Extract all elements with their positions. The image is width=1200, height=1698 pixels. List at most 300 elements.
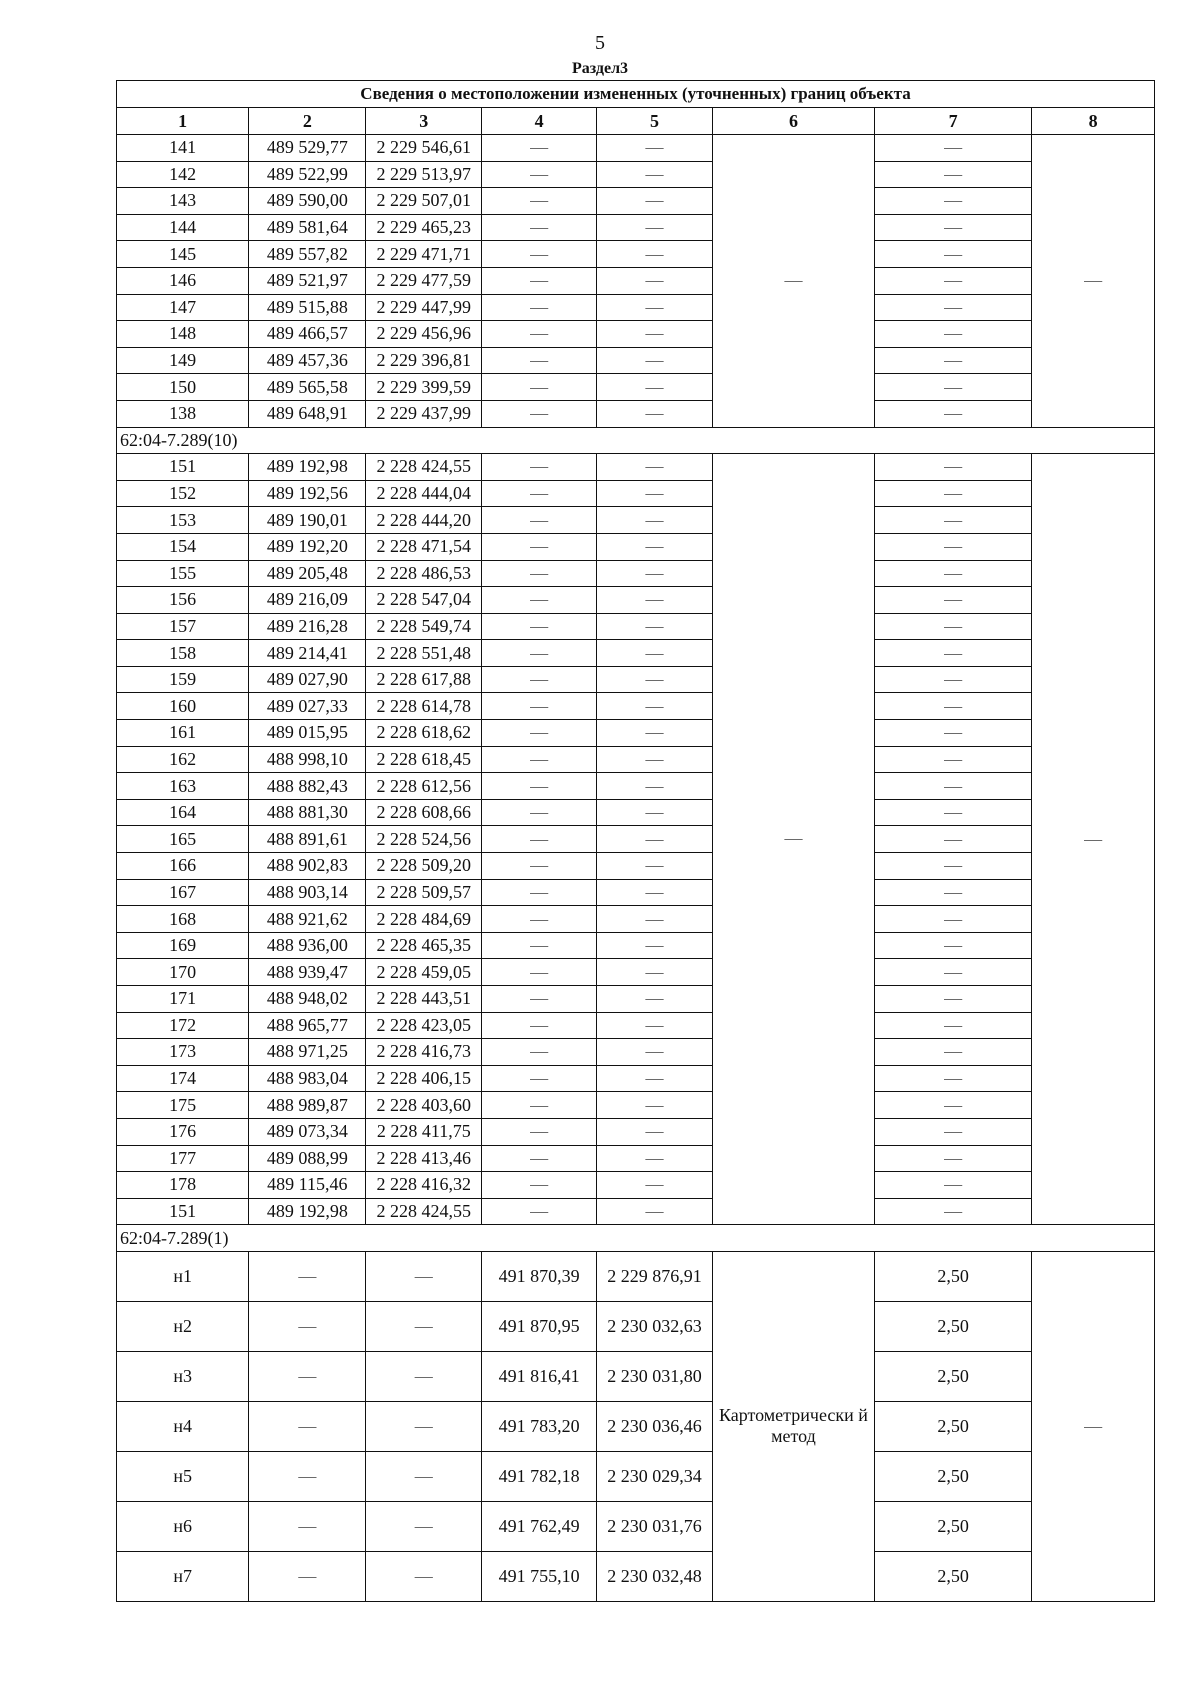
table-row [117, 853, 1155, 880]
table-row [117, 932, 1155, 959]
cell-col3: 2 228 618,62 [366, 720, 482, 747]
cell-col2: 489 088,99 [249, 1145, 366, 1172]
table-row [117, 267, 1155, 294]
section-label: Раздел3 [571, 60, 629, 77]
point-number: 159 [117, 666, 249, 693]
point-number: 145 [117, 241, 249, 268]
cell-col4: — [482, 161, 597, 188]
cell-col2: — [249, 1501, 366, 1551]
cell-col7: — [874, 932, 1031, 959]
cell-col5: — [597, 799, 713, 826]
cell-col2: 489 192,56 [249, 480, 366, 507]
cell-col7: — [874, 587, 1031, 614]
cell-col3: 2 228 509,57 [366, 879, 482, 906]
cell-col4: — [482, 374, 597, 401]
cell-col4: — [482, 640, 597, 667]
cell-col2: 489 027,90 [249, 666, 366, 693]
cell-col2: 489 190,01 [249, 507, 366, 534]
point-number: 143 [117, 188, 249, 215]
table-row [117, 1145, 1155, 1172]
cell-col5: — [597, 533, 713, 560]
cell-col2: 488 921,62 [249, 906, 366, 933]
cell-col7: — [874, 613, 1031, 640]
point-number: 138 [117, 400, 249, 427]
cell-col2: — [249, 1551, 366, 1601]
point-number: н1 [117, 1251, 249, 1301]
method-cell: — [713, 454, 875, 1225]
cell-col7: — [874, 507, 1031, 534]
cell-col5: — [597, 1172, 713, 1199]
cell-col2: 489 073,34 [249, 1118, 366, 1145]
cell-col3: 2 228 617,88 [366, 666, 482, 693]
cell-col3: 2 228 424,55 [366, 1198, 482, 1225]
cell-col4: — [482, 879, 597, 906]
cell-col5: — [597, 321, 713, 348]
table-row [117, 666, 1155, 693]
point-number: 148 [117, 321, 249, 348]
cell-col7: 2,50 [874, 1351, 1031, 1401]
cell-col7: — [874, 959, 1031, 986]
cell-col4: — [482, 214, 597, 241]
cell-col3: 2 229 447,99 [366, 294, 482, 321]
point-number: 169 [117, 932, 249, 959]
cell-col2: 489 192,98 [249, 454, 366, 481]
cell-col7: — [874, 1012, 1031, 1039]
point-number: н2 [117, 1301, 249, 1351]
cell-col4: — [482, 135, 597, 162]
cell-col4: — [482, 1172, 597, 1199]
cell-col4: — [482, 959, 597, 986]
cell-col2: 488 971,25 [249, 1039, 366, 1066]
table-row [117, 1039, 1155, 1066]
table-row [117, 1251, 1155, 1301]
cell-col4: — [482, 294, 597, 321]
cell-col7: 2,50 [874, 1301, 1031, 1351]
point-number: н7 [117, 1551, 249, 1601]
cell-col5: — [597, 613, 713, 640]
point-number: 155 [117, 560, 249, 587]
cell-col3: 2 229 546,61 [366, 135, 482, 162]
cell-col3: — [366, 1451, 482, 1501]
cell-col7: — [874, 799, 1031, 826]
cell-col4: — [482, 1065, 597, 1092]
table-row [117, 188, 1155, 215]
cell-col4: — [482, 188, 597, 215]
cell-col5: — [597, 720, 713, 747]
cell-col2: 488 965,77 [249, 1012, 366, 1039]
cell-col4: — [482, 241, 597, 268]
table-row [117, 241, 1155, 268]
cell-col7: — [874, 267, 1031, 294]
point-number: н4 [117, 1401, 249, 1451]
table-row [117, 1501, 1155, 1551]
cell-col4: — [482, 454, 597, 481]
cell-col4: — [482, 480, 597, 507]
point-number: 168 [117, 906, 249, 933]
cell-col3: 2 228 547,04 [366, 587, 482, 614]
cell-col5: — [597, 214, 713, 241]
cell-col5: — [597, 241, 713, 268]
cell-col7: — [874, 986, 1031, 1013]
cell-col4: — [482, 267, 597, 294]
cell-col5: — [597, 267, 713, 294]
cell-col2: 489 466,57 [249, 321, 366, 348]
table-row [117, 1451, 1155, 1501]
column-header: 8 [1032, 108, 1155, 135]
cell-col5: — [597, 879, 713, 906]
cell-col2: 489 557,82 [249, 241, 366, 268]
cell-col4: — [482, 986, 597, 1013]
table-row [117, 1118, 1155, 1145]
cell-col4: — [482, 587, 597, 614]
cell-col2: 489 115,46 [249, 1172, 366, 1199]
cell-col5: — [597, 1012, 713, 1039]
cell-col7: 2,50 [874, 1551, 1031, 1601]
cell-col7: — [874, 161, 1031, 188]
cell-col4: — [482, 799, 597, 826]
cell-col5: 2 230 032,48 [597, 1551, 713, 1601]
cell-col3: 2 229 456,96 [366, 321, 482, 348]
cell-col4: — [482, 666, 597, 693]
table-row [117, 321, 1155, 348]
cell-col5: 2 230 031,80 [597, 1351, 713, 1401]
table-row [117, 773, 1155, 800]
cell-col2: 488 948,02 [249, 986, 366, 1013]
table-row [117, 986, 1155, 1013]
cell-col3: 2 228 423,05 [366, 1012, 482, 1039]
cell-col7: — [874, 1172, 1031, 1199]
cell-col5: — [597, 454, 713, 481]
cell-col5: 2 230 031,76 [597, 1501, 713, 1551]
table-row [117, 587, 1155, 614]
cell-col3: — [366, 1401, 482, 1451]
table-row [117, 826, 1155, 853]
table-body [117, 135, 1155, 1602]
cell-col4: 491 762,49 [482, 1501, 597, 1551]
cell-col4: 491 755,10 [482, 1551, 597, 1601]
cell-col3: 2 228 424,55 [366, 454, 482, 481]
cell-col5: — [597, 480, 713, 507]
point-number: 141 [117, 135, 249, 162]
table-row [117, 1401, 1155, 1451]
cell-col2: 489 648,91 [249, 400, 366, 427]
cell-col5: — [597, 188, 713, 215]
cell-col7: — [874, 400, 1031, 427]
cell-col7: — [874, 480, 1031, 507]
cell-col7: — [874, 294, 1031, 321]
cell-col7: — [874, 347, 1031, 374]
table-row [117, 1092, 1155, 1119]
cell-col2: 489 522,99 [249, 161, 366, 188]
cell-col4: — [482, 932, 597, 959]
cell-col4: 491 783,20 [482, 1401, 597, 1451]
cell-col3: 2 228 465,35 [366, 932, 482, 959]
cell-col3: 2 228 443,51 [366, 986, 482, 1013]
point-number: 152 [117, 480, 249, 507]
cell-col5: 2 229 876,91 [597, 1251, 713, 1301]
table-row [117, 640, 1155, 667]
cell-col3: 2 228 551,48 [366, 640, 482, 667]
cell-col2: 489 214,41 [249, 640, 366, 667]
cell-col2: 489 015,95 [249, 720, 366, 747]
point-number: 162 [117, 746, 249, 773]
table-row [117, 161, 1155, 188]
cell-col5: — [597, 932, 713, 959]
cell-col2: 489 565,58 [249, 374, 366, 401]
cell-col3: 2 228 484,69 [366, 906, 482, 933]
cell-col7: — [874, 321, 1031, 348]
cell-col5: — [597, 1145, 713, 1172]
table-row [117, 454, 1155, 481]
cell-col3: 2 228 612,56 [366, 773, 482, 800]
cell-col4: — [482, 560, 597, 587]
cell-col7: — [874, 640, 1031, 667]
point-number: 176 [117, 1118, 249, 1145]
cell-col2: 489 457,36 [249, 347, 366, 374]
cell-col4: — [482, 507, 597, 534]
cell-col4: — [482, 347, 597, 374]
point-number: 142 [117, 161, 249, 188]
cell-col3: 2 228 416,32 [366, 1172, 482, 1199]
cell-col3: 2 229 507,01 [366, 188, 482, 215]
point-number: 166 [117, 853, 249, 880]
cell-col5: — [597, 507, 713, 534]
cell-col7: — [874, 1118, 1031, 1145]
cell-col2: 489 192,98 [249, 1198, 366, 1225]
column-header: 3 [366, 108, 482, 135]
cell-col5: 2 230 032,63 [597, 1301, 713, 1351]
cell-col7: — [874, 241, 1031, 268]
cell-col2: 489 521,97 [249, 267, 366, 294]
cell-col8: — [1032, 1251, 1155, 1601]
table-title: Сведения о местоположении измененных (уточненных) границ объекта [117, 81, 1155, 108]
cell-col2: 488 939,47 [249, 959, 366, 986]
column-header: 4 [482, 108, 597, 135]
cell-col2: 489 205,48 [249, 560, 366, 587]
cell-col5: — [597, 1118, 713, 1145]
cell-col3: 2 228 614,78 [366, 693, 482, 720]
table-row [117, 294, 1155, 321]
column-header: 1 [117, 108, 249, 135]
cell-col3: 2 228 618,45 [366, 746, 482, 773]
cell-col2: — [249, 1451, 366, 1501]
cell-col4: — [482, 853, 597, 880]
cell-col2: 488 881,30 [249, 799, 366, 826]
cell-col5: — [597, 1092, 713, 1119]
cell-col5: — [597, 135, 713, 162]
cell-col7: — [874, 1198, 1031, 1225]
cell-col3: 2 229 399,59 [366, 374, 482, 401]
cell-col3: 2 228 406,15 [366, 1065, 482, 1092]
point-number: 178 [117, 1172, 249, 1199]
point-number: 171 [117, 986, 249, 1013]
cell-col5: — [597, 347, 713, 374]
cell-col3: 2 229 471,71 [366, 241, 482, 268]
point-number: 164 [117, 799, 249, 826]
page-number: 5 [595, 32, 605, 54]
cell-col3: 2 229 437,99 [366, 400, 482, 427]
cell-col7: — [874, 879, 1031, 906]
table-row [117, 613, 1155, 640]
column-header: 5 [597, 108, 713, 135]
segment-row [117, 1225, 1155, 1252]
point-number: 151 [117, 454, 249, 481]
cell-col2: — [249, 1251, 366, 1301]
cell-col2: 489 529,77 [249, 135, 366, 162]
cell-col2: 488 983,04 [249, 1065, 366, 1092]
cell-col4: 491 870,95 [482, 1301, 597, 1351]
cell-col4: 491 782,18 [482, 1451, 597, 1501]
cell-col5: — [597, 906, 713, 933]
cell-col5: — [597, 746, 713, 773]
cell-col2: 488 891,61 [249, 826, 366, 853]
cell-col3: 2 229 396,81 [366, 347, 482, 374]
cell-col7: — [874, 533, 1031, 560]
cell-col3: — [366, 1551, 482, 1601]
table-row [117, 507, 1155, 534]
cell-col7: — [874, 746, 1031, 773]
cell-col3: 2 228 413,46 [366, 1145, 482, 1172]
table-row [117, 746, 1155, 773]
cell-col5: 2 230 036,46 [597, 1401, 713, 1451]
cell-col7: — [874, 454, 1031, 481]
boundary-table [116, 80, 1155, 1602]
table-row [117, 1198, 1155, 1225]
cell-col2: 489 216,09 [249, 587, 366, 614]
point-number: н6 [117, 1501, 249, 1551]
point-number: 147 [117, 294, 249, 321]
cell-col2: 489 590,00 [249, 188, 366, 215]
cell-col7: — [874, 666, 1031, 693]
table-row [117, 400, 1155, 427]
segment-label: 62:04-7.289(1) [117, 1225, 1155, 1252]
cell-col5: — [597, 853, 713, 880]
column-header: 6 [713, 108, 875, 135]
cell-col4: — [482, 906, 597, 933]
cell-col3: 2 228 411,75 [366, 1118, 482, 1145]
cell-col2: 488 989,87 [249, 1092, 366, 1119]
table-row [117, 374, 1155, 401]
cell-col3: — [366, 1351, 482, 1401]
cell-col7: 2,50 [874, 1401, 1031, 1451]
cell-col5: — [597, 666, 713, 693]
cell-col7: — [874, 906, 1031, 933]
point-number: 144 [117, 214, 249, 241]
cell-col5: — [597, 294, 713, 321]
cell-col3: 2 228 471,54 [366, 533, 482, 560]
cell-col7: — [874, 1092, 1031, 1119]
cell-col3: 2 228 509,20 [366, 853, 482, 880]
cell-col4: 491 870,39 [482, 1251, 597, 1301]
cell-col5: — [597, 1039, 713, 1066]
cell-col2: 489 216,28 [249, 613, 366, 640]
cell-col5: — [597, 986, 713, 1013]
cell-col3: 2 229 513,97 [366, 161, 482, 188]
point-number: н3 [117, 1351, 249, 1401]
column-header: 7 [874, 108, 1031, 135]
cell-col4: — [482, 321, 597, 348]
point-number: 175 [117, 1092, 249, 1119]
cell-col2: 488 998,10 [249, 746, 366, 773]
point-number: 149 [117, 347, 249, 374]
cell-col5: — [597, 400, 713, 427]
segment-label: 62:04-7.289(10) [117, 427, 1155, 454]
point-number: 153 [117, 507, 249, 534]
cell-col7: — [874, 135, 1031, 162]
point-number: 160 [117, 693, 249, 720]
point-number: 151 [117, 1198, 249, 1225]
table-row [117, 1172, 1155, 1199]
table-row [117, 135, 1155, 162]
cell-col7: — [874, 826, 1031, 853]
cell-col3: 2 228 403,60 [366, 1092, 482, 1119]
point-number: 174 [117, 1065, 249, 1092]
point-number: 165 [117, 826, 249, 853]
cell-col4: — [482, 1092, 597, 1119]
cell-col7: — [874, 773, 1031, 800]
cell-col2: 489 192,20 [249, 533, 366, 560]
cell-col2: 489 027,33 [249, 693, 366, 720]
cell-col3: — [366, 1301, 482, 1351]
cell-col4: — [482, 1118, 597, 1145]
cell-col4: — [482, 400, 597, 427]
cell-col3: 2 229 477,59 [366, 267, 482, 294]
cell-col5: — [597, 826, 713, 853]
point-number: 173 [117, 1039, 249, 1066]
table-row [117, 1551, 1155, 1601]
cell-col7: — [874, 693, 1031, 720]
cell-col2: 489 515,88 [249, 294, 366, 321]
segment-row [117, 427, 1155, 454]
point-number: 154 [117, 533, 249, 560]
cell-col5: — [597, 161, 713, 188]
cell-col7: — [874, 1065, 1031, 1092]
cell-col4: — [482, 826, 597, 853]
cell-col5: — [597, 640, 713, 667]
cell-col2: 488 936,00 [249, 932, 366, 959]
point-number: н5 [117, 1451, 249, 1501]
cell-col5: — [597, 1065, 713, 1092]
cell-col3: 2 228 444,20 [366, 507, 482, 534]
cell-col7: 2,50 [874, 1251, 1031, 1301]
cell-col4: — [482, 1039, 597, 1066]
cell-col2: — [249, 1401, 366, 1451]
cell-col7: — [874, 720, 1031, 747]
cell-col4: — [482, 613, 597, 640]
cell-col4: — [482, 1145, 597, 1172]
cell-col2: — [249, 1351, 366, 1401]
cell-col4: — [482, 533, 597, 560]
cell-col3: — [366, 1501, 482, 1551]
point-number: 146 [117, 267, 249, 294]
table-row [117, 1012, 1155, 1039]
cell-col3: 2 228 486,53 [366, 560, 482, 587]
cell-col7: 2,50 [874, 1451, 1031, 1501]
cell-col2: 488 903,14 [249, 879, 366, 906]
point-number: 158 [117, 640, 249, 667]
cell-col2: 489 581,64 [249, 214, 366, 241]
point-number: 170 [117, 959, 249, 986]
column-header: 2 [249, 108, 366, 135]
point-number: 172 [117, 1012, 249, 1039]
cell-col5: 2 230 029,34 [597, 1451, 713, 1501]
cell-col7: — [874, 188, 1031, 215]
point-number: 177 [117, 1145, 249, 1172]
cell-col5: — [597, 587, 713, 614]
cell-col3: 2 228 524,56 [366, 826, 482, 853]
table-row [117, 347, 1155, 374]
cell-col4: — [482, 720, 597, 747]
